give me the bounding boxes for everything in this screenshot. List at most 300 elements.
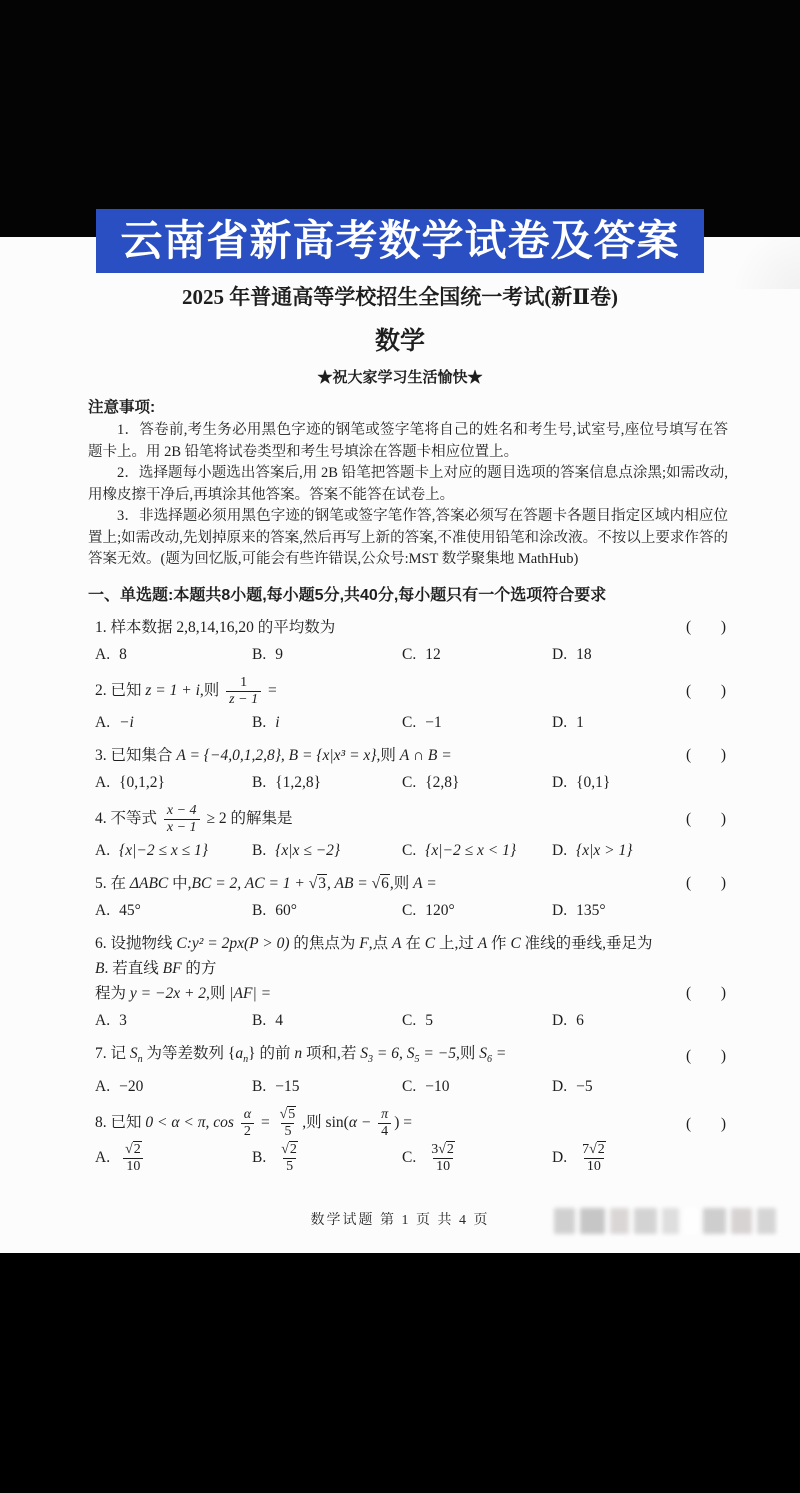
math-run: C:y² = 2px(P > 0) bbox=[176, 934, 290, 952]
option-label: D. bbox=[552, 645, 568, 663]
option-C bbox=[402, 1142, 552, 1175]
question-stem-line bbox=[95, 1041, 728, 1072]
question-stem-line bbox=[95, 615, 728, 640]
numerator bbox=[378, 1107, 391, 1123]
math-run: |AF| = bbox=[229, 984, 272, 1002]
sqrt-expression bbox=[280, 1106, 297, 1122]
option-content bbox=[275, 774, 321, 791]
question-stem-line bbox=[95, 1107, 728, 1140]
option-C bbox=[402, 642, 552, 667]
question-options bbox=[95, 1142, 728, 1175]
text-run: 10 bbox=[436, 1159, 451, 1175]
question-options bbox=[95, 770, 728, 795]
text-run: 的方 bbox=[181, 959, 217, 977]
text-run: . 若直线 bbox=[104, 959, 163, 977]
text-run: 5 bbox=[284, 1124, 292, 1140]
bracket-close: ) bbox=[720, 1047, 726, 1065]
sqrt-expression bbox=[438, 1141, 455, 1157]
bracket-close: ) bbox=[720, 874, 726, 892]
fraction bbox=[241, 1107, 254, 1140]
watermark-block bbox=[580, 1208, 605, 1234]
numerator bbox=[278, 1142, 301, 1158]
math-run: = −5 bbox=[419, 1044, 456, 1062]
subscripted-symbol: $S_n$ bbox=[129, 1044, 143, 1065]
math-run: {x|x > 1} bbox=[576, 841, 633, 859]
denominator bbox=[378, 1123, 391, 1140]
sqrt-expression bbox=[309, 874, 327, 892]
option-label: C. bbox=[402, 901, 417, 919]
math-run: A bbox=[391, 934, 402, 952]
question-5 bbox=[95, 871, 728, 923]
option-label: A. bbox=[95, 1077, 111, 1095]
question-1 bbox=[95, 615, 728, 667]
sqrt-expression bbox=[589, 1141, 606, 1157]
fraction bbox=[428, 1142, 458, 1175]
option-content bbox=[576, 1012, 584, 1029]
text-run: 4. 不等式 bbox=[95, 809, 161, 827]
question-2 bbox=[95, 675, 728, 735]
bracket-close: ) bbox=[720, 682, 726, 700]
option-content bbox=[119, 1142, 148, 1175]
option-D bbox=[552, 1074, 728, 1099]
option-A bbox=[95, 710, 252, 735]
notice-item-2: 2．选择题每小题选出答案后,用 2B 铅笔把答题卡上对应的题目选项的答案信息点涂黑;如需改动,用橡皮擦干净后,再填涂其他答案。答案不能答在试卷上。 bbox=[88, 465, 728, 503]
option-B bbox=[252, 1074, 402, 1099]
option-content bbox=[576, 1078, 593, 1095]
option-D bbox=[552, 642, 728, 667]
text-run: 4 bbox=[381, 1124, 389, 1140]
text-run: {0,1} bbox=[576, 773, 611, 791]
question-4 bbox=[95, 803, 728, 863]
option-content bbox=[119, 902, 141, 919]
math-run: α bbox=[243, 1106, 252, 1122]
question-stem bbox=[95, 1041, 728, 1072]
text-run: −15 bbox=[275, 1077, 300, 1095]
subscripted-symbol: $S_5$ bbox=[406, 1044, 420, 1065]
option-content bbox=[275, 1012, 283, 1029]
answer-bracket bbox=[686, 743, 726, 768]
question-options bbox=[95, 710, 728, 735]
answer-bracket bbox=[686, 871, 726, 896]
option-B bbox=[252, 1008, 402, 1033]
greeting-line: ★祝大家学习生活愉快★ bbox=[317, 370, 483, 386]
text-run: 60° bbox=[275, 901, 297, 919]
text-run: 3 bbox=[119, 1011, 127, 1029]
subject-title: 数学 bbox=[374, 328, 425, 355]
option-C bbox=[402, 1008, 552, 1033]
bracket-close: ) bbox=[720, 618, 726, 636]
text-run: −20 bbox=[119, 1077, 144, 1095]
option-A bbox=[95, 1142, 252, 1175]
option-label: A. bbox=[95, 773, 111, 791]
text-run: ,则 bbox=[199, 681, 224, 699]
option-label: C. bbox=[402, 1149, 417, 1167]
page-corner-shading bbox=[722, 237, 800, 289]
math-run: {x|−2 ≤ x ≤ 1} bbox=[119, 841, 208, 859]
text-run: 135° bbox=[576, 901, 606, 919]
question-stem bbox=[95, 675, 728, 708]
option-content bbox=[275, 902, 297, 919]
radicand: 3 bbox=[318, 874, 327, 892]
text-run: {0,1,2} bbox=[119, 773, 165, 791]
text-run: 准线的垂线,垂足为 bbox=[520, 934, 653, 952]
math-run: = 6, bbox=[373, 1044, 407, 1062]
option-label: B. bbox=[252, 773, 267, 791]
denominator bbox=[164, 819, 200, 836]
denominator bbox=[281, 1123, 294, 1140]
option-label: D. bbox=[552, 1149, 568, 1167]
watermark-block bbox=[610, 1208, 629, 1234]
question-3 bbox=[95, 743, 728, 795]
option-label: D. bbox=[552, 1077, 568, 1095]
radicand: 2 bbox=[597, 1142, 605, 1158]
text-run: 9 bbox=[275, 645, 283, 663]
math-run: = bbox=[492, 1044, 507, 1062]
fraction bbox=[277, 1107, 300, 1140]
math-run: {x|x ≤ −2} bbox=[275, 841, 341, 859]
option-content bbox=[275, 842, 340, 859]
option-label: D. bbox=[552, 901, 568, 919]
bracket-close: ) bbox=[720, 746, 726, 764]
option-D bbox=[552, 838, 728, 863]
fraction bbox=[278, 1142, 301, 1175]
text-run: 5 bbox=[425, 1011, 433, 1029]
question-options bbox=[95, 1008, 728, 1033]
option-content bbox=[425, 1078, 449, 1095]
option-label: A. bbox=[95, 645, 111, 663]
option-D bbox=[552, 898, 728, 923]
question-stem bbox=[95, 615, 728, 640]
text-run: 1 bbox=[576, 713, 584, 731]
radicand: 6 bbox=[381, 874, 389, 892]
subscripted-symbol: $S_3$ bbox=[360, 1044, 374, 1065]
question-stem bbox=[95, 931, 728, 1006]
math-run: α − bbox=[348, 1114, 376, 1132]
sqrt-expression bbox=[281, 1141, 298, 1157]
text-run: −5 bbox=[576, 1077, 593, 1095]
text-run: ,点 bbox=[368, 934, 392, 952]
question-6 bbox=[95, 931, 728, 1033]
numerator bbox=[237, 675, 250, 691]
bracket-open: ( bbox=[686, 746, 692, 764]
option-C bbox=[402, 1074, 552, 1099]
option-A bbox=[95, 642, 252, 667]
text-run: 10 bbox=[126, 1159, 141, 1175]
text-run: ,则 bbox=[376, 746, 400, 764]
option-label: C. bbox=[402, 713, 417, 731]
banner bbox=[96, 209, 704, 273]
option-C bbox=[402, 898, 552, 923]
text-run: 7 bbox=[582, 1142, 590, 1158]
text-run: 为等差数列 { bbox=[142, 1044, 236, 1062]
option-B bbox=[252, 1142, 402, 1175]
text-run: 8. 已知 bbox=[95, 1114, 146, 1132]
text-run: 3 bbox=[431, 1142, 439, 1158]
question-stem-line bbox=[95, 871, 728, 896]
watermark-block bbox=[662, 1208, 679, 1234]
option-content bbox=[425, 902, 454, 919]
math-run: , AB = bbox=[327, 874, 372, 892]
math-run: y = −2x + 2 bbox=[129, 984, 207, 1002]
option-A bbox=[95, 898, 252, 923]
math-run: z − 1 bbox=[229, 691, 259, 707]
radicand: 5 bbox=[288, 1106, 296, 1122]
text-run: ,则 sin( bbox=[302, 1114, 349, 1132]
numerator bbox=[241, 1107, 254, 1123]
numerator bbox=[428, 1142, 458, 1158]
text-run: ,则 bbox=[389, 874, 414, 892]
math-run: BC = 2, AC = 1 + bbox=[191, 874, 309, 892]
text-run: {1,2,8} bbox=[275, 773, 322, 791]
option-label: B. bbox=[252, 645, 267, 663]
answer-bracket bbox=[686, 1044, 726, 1069]
math-run: A = {−4,0,1,2,8}, B = {x|x³ = x} bbox=[176, 746, 377, 764]
watermark-block bbox=[634, 1208, 657, 1234]
text-run: 项和,若 bbox=[302, 1044, 361, 1062]
questions-container bbox=[95, 615, 728, 1176]
exam-page bbox=[0, 217, 800, 1253]
option-C bbox=[402, 770, 552, 795]
question-stem-line bbox=[95, 803, 728, 836]
bracket-open: ( bbox=[686, 1047, 692, 1065]
watermark-block bbox=[684, 1208, 697, 1234]
numerator bbox=[579, 1142, 609, 1158]
text-run: ,则 bbox=[455, 1044, 480, 1062]
text-run: 程为 bbox=[95, 984, 130, 1002]
option-label: B. bbox=[252, 1011, 267, 1029]
fraction bbox=[122, 1142, 145, 1175]
denominator bbox=[241, 1123, 254, 1140]
option-content bbox=[576, 1142, 612, 1175]
denominator bbox=[433, 1158, 453, 1175]
option-label: B. bbox=[252, 841, 267, 859]
math-run: BF bbox=[162, 959, 182, 977]
option-label: C. bbox=[402, 1077, 417, 1095]
option-label: B. bbox=[252, 1149, 267, 1167]
text-run: 中, bbox=[168, 874, 192, 892]
option-content bbox=[119, 1012, 127, 1029]
question-stem bbox=[95, 1107, 728, 1140]
radicand: 2 bbox=[133, 1142, 141, 1158]
notice-heading: 注意事项: bbox=[88, 399, 156, 416]
math-run: A ∩ B = bbox=[399, 746, 452, 764]
bracket-open: ( bbox=[686, 618, 692, 636]
option-A bbox=[95, 770, 252, 795]
text-run: 作 bbox=[487, 934, 511, 952]
text-run: 45° bbox=[119, 901, 141, 919]
text-run: 4 bbox=[275, 1011, 283, 1029]
question-stem-line bbox=[95, 931, 728, 981]
text-run: −1 bbox=[425, 713, 442, 731]
option-label: C. bbox=[402, 841, 417, 859]
text-run: 8 bbox=[119, 645, 127, 663]
option-content bbox=[425, 842, 516, 859]
fraction bbox=[164, 803, 200, 836]
text-run: ,则 bbox=[206, 984, 230, 1002]
option-content bbox=[119, 646, 127, 663]
bracket-close: ) bbox=[720, 1115, 726, 1133]
watermark-block bbox=[757, 1208, 776, 1234]
option-label: C. bbox=[402, 773, 417, 791]
bracket-open: ( bbox=[686, 984, 692, 1002]
numerator bbox=[277, 1107, 300, 1123]
option-content bbox=[576, 714, 584, 731]
option-content bbox=[576, 842, 632, 859]
text-run: 6. 设抛物线 bbox=[95, 934, 177, 952]
option-label: C. bbox=[402, 1011, 417, 1029]
option-D bbox=[552, 1008, 728, 1033]
question-options bbox=[95, 642, 728, 667]
option-B bbox=[252, 838, 402, 863]
question-stem-line bbox=[95, 675, 728, 708]
text-run: −10 bbox=[425, 1077, 450, 1095]
math-run: π bbox=[381, 1106, 389, 1122]
sqrt-expression bbox=[372, 874, 390, 892]
option-content bbox=[425, 1012, 433, 1029]
answer-bracket bbox=[686, 1111, 726, 1136]
notice-item-3: 3．非选择题必须用黑色字迹的钢笔或签字笔作答,答案必须写在答题卡各题目指定区域内相应位置上;如需改动,先划掉原来的答案,然后再写上新的答案,不准使用铅笔和涂改液。不按以上要求作答的答案无效。(题为回忆版,可能会有些许错误,公众号:MST 数学聚集地 MathHub) bbox=[88, 508, 728, 567]
option-label: D. bbox=[552, 773, 568, 791]
text-run: 18 bbox=[576, 645, 592, 663]
sqrt-expression bbox=[125, 1141, 142, 1157]
fraction bbox=[378, 1107, 391, 1140]
math-run: A bbox=[477, 934, 488, 952]
text-run: 5 bbox=[286, 1159, 294, 1175]
math-run: {x|−2 ≤ x < 1} bbox=[425, 841, 517, 859]
bracket-open: ( bbox=[686, 1115, 692, 1133]
option-content bbox=[576, 646, 592, 663]
option-label: D. bbox=[552, 1011, 568, 1029]
option-label: D. bbox=[552, 841, 568, 859]
notice-list bbox=[88, 420, 728, 571]
fraction bbox=[226, 675, 261, 708]
bracket-open: ( bbox=[686, 810, 692, 828]
watermark-block bbox=[554, 1208, 575, 1234]
math-run: i bbox=[275, 713, 280, 731]
denominator bbox=[584, 1158, 604, 1175]
option-C bbox=[402, 838, 552, 863]
exam-title: 2025 年普通高等学校招生全国统一考试(新Ⅱ卷) bbox=[182, 285, 618, 309]
math-run: x − 4 bbox=[166, 802, 197, 818]
question-7 bbox=[95, 1041, 728, 1099]
text-run: 1. 样本数据 2,8,14,16,20 的平均数为 bbox=[95, 618, 336, 636]
answer-bracket bbox=[686, 981, 726, 1006]
option-content bbox=[576, 774, 610, 791]
option-label: A. bbox=[95, 901, 111, 919]
question-options bbox=[95, 1074, 728, 1099]
text-run: 12 bbox=[425, 645, 441, 663]
option-D bbox=[552, 770, 728, 795]
option-label: B. bbox=[252, 713, 267, 731]
text-run: 120° bbox=[425, 901, 455, 919]
text-run: 6 bbox=[576, 1011, 584, 1029]
option-content bbox=[425, 646, 441, 663]
option-content bbox=[425, 774, 459, 791]
option-label: A. bbox=[95, 1011, 111, 1029]
watermark-block bbox=[731, 1208, 752, 1234]
bottom-letterbox bbox=[0, 1253, 800, 1493]
bracket-close: ) bbox=[720, 984, 726, 1002]
question-stem bbox=[95, 803, 728, 836]
denominator bbox=[123, 1158, 143, 1175]
question-stem bbox=[95, 743, 728, 768]
math-run: x − 1 bbox=[166, 819, 197, 835]
option-label: C. bbox=[402, 645, 417, 663]
numerator bbox=[164, 803, 200, 819]
math-run: C bbox=[510, 934, 521, 952]
bracket-close: ) bbox=[720, 810, 726, 828]
option-D bbox=[552, 710, 728, 735]
text-run: 3. 已知集合 bbox=[95, 746, 177, 764]
option-content bbox=[119, 774, 165, 791]
text-run: = bbox=[257, 1114, 274, 1132]
bracket-open: ( bbox=[686, 682, 692, 700]
math-run: ΔABC bbox=[129, 874, 169, 892]
bracket-open: ( bbox=[686, 874, 692, 892]
option-B bbox=[252, 770, 402, 795]
text-run: 7. 记 bbox=[95, 1044, 130, 1062]
text-run: 在 bbox=[401, 934, 425, 952]
option-label: D. bbox=[552, 713, 568, 731]
question-8 bbox=[95, 1107, 728, 1175]
math-run: B bbox=[95, 959, 105, 977]
option-label: A. bbox=[95, 1149, 111, 1167]
math-run: −i bbox=[119, 713, 134, 731]
text-run: ) = bbox=[394, 1114, 412, 1132]
option-C bbox=[402, 710, 552, 735]
numerator bbox=[122, 1142, 145, 1158]
text-run: 2. 已知 bbox=[95, 681, 146, 699]
option-content bbox=[119, 714, 134, 731]
math-run: z = 1 + i bbox=[145, 681, 200, 699]
text-run: } 的前 bbox=[248, 1044, 295, 1062]
answer-bracket bbox=[686, 807, 726, 832]
fraction bbox=[579, 1142, 609, 1175]
radicand: 2 bbox=[446, 1142, 454, 1158]
text-run: 5. 在 bbox=[95, 874, 130, 892]
option-label: B. bbox=[252, 901, 267, 919]
text-run: 1 bbox=[240, 674, 248, 690]
text-run: 10 bbox=[586, 1159, 601, 1175]
option-content bbox=[119, 1078, 143, 1095]
banner-title: 云南省新高考数学试卷及答案 bbox=[120, 217, 680, 264]
option-content bbox=[275, 1142, 304, 1175]
blurred-watermark bbox=[554, 1205, 776, 1237]
option-content bbox=[425, 1142, 461, 1175]
question-stem bbox=[95, 871, 728, 896]
text-run: 的焦点为 bbox=[289, 934, 360, 952]
denominator bbox=[226, 691, 261, 708]
math-run: n bbox=[294, 1044, 303, 1062]
answer-bracket bbox=[686, 615, 726, 640]
question-options bbox=[95, 898, 728, 923]
watermark-block bbox=[703, 1208, 726, 1234]
page-content bbox=[0, 388, 800, 1175]
subscripted-symbol: $a_n$ bbox=[235, 1044, 249, 1065]
option-content bbox=[275, 1078, 299, 1095]
option-content bbox=[576, 902, 605, 919]
question-stem-line bbox=[95, 981, 728, 1006]
text-run: ≥ 2 的解集是 bbox=[202, 809, 293, 827]
text-run: 上,过 bbox=[435, 934, 478, 952]
radicand: 2 bbox=[289, 1142, 297, 1158]
option-A bbox=[95, 1008, 252, 1033]
option-D bbox=[552, 1142, 728, 1175]
subscripted-symbol: $S_6$ bbox=[479, 1044, 492, 1065]
section-header: 一、单选题:本题共8小题,每小题5分,共40分,每小题只有一个选项符合要求 bbox=[88, 586, 607, 604]
option-label: A. bbox=[95, 841, 111, 859]
option-content bbox=[275, 714, 279, 731]
